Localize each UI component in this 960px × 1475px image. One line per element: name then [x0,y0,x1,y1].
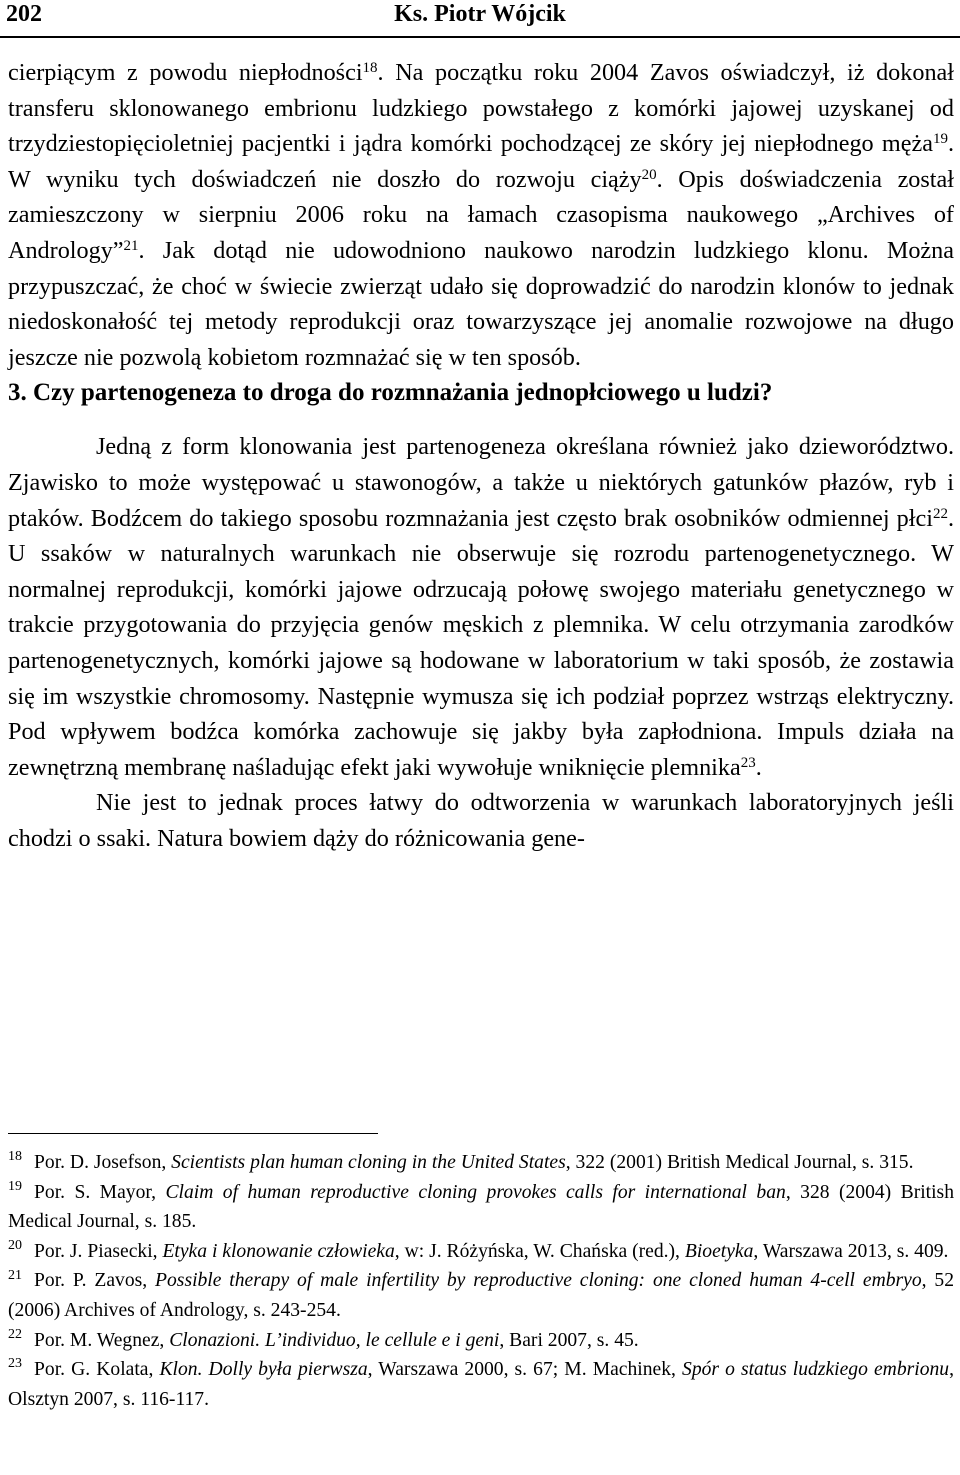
running-header [0,0,960,38]
footnote-22 [8,1326,954,1356]
section-heading: 3. Czy partenogeneza to droga do rozmnażania jednopłciowego u ludzi? [8,379,773,407]
footnote-title: Bioetyka [684,1240,754,1262]
page-number: 202 [6,1,42,27]
text-run: . U ssaków w naturalnych warunkach nie obserwuje się rozrodu partenogenetycznego. W normalnej reprodukcji, komórki jajowe odrzucają połowę swojego materiału genetycznego w trakcie przygotowania do przyjęcia genów męskich z plemnika. W celu otrzymania zarodków partenogenetycznych, komórki jajowe są hodowane w laboratorium w taki sposób, że zostawia się im wszystkie chromosomy. Następnie wymusza się ich podział poprzez wstrząs elektryczny. Pod wpływem bodźca komórka zachowuje się jakby była zapłodniona. Impuls działa na zewnętrzną membranę naśladując efekt jaki wywołuje wniknięcie plemnika [8,504,954,781]
text-run: . Opis doświadczenia został zamieszczony w sierpniu 2006 roku na łamach czasopisma naukowego „Archives of Andrology” [8,165,954,264]
footnote-ref-18: 18 [362,59,378,76]
footnote-text: Por. G. Kolata, [34,1359,160,1381]
footnote-number: 20 [8,1238,22,1254]
paragraph-3: Nie jest to jednak proces łatwy do odtworzenia w warunkach laboratoryjnych jeśli chodzi o ssaki. Natura bowiem dąży do różnicowania gene- [8,789,954,852]
running-head-author: Ks. Piotr Wójcik [394,1,566,27]
footnote-19 [8,1178,954,1237]
footnote-20 [8,1237,954,1267]
footnote-ref-20: 20 [641,166,657,183]
footnote-23 [8,1355,954,1414]
text-run: cierpiącym z powodu niepłodności [8,59,363,86]
footnote-text: , 322 (2001) British Medical Journal, s. 315. [565,1152,914,1173]
footnote-title: Scientists plan human cloning in the United States [171,1152,566,1173]
text-run: . W wyniku tych doświadczeń nie doszło do rozwoju ciąży [8,130,954,193]
footnote-18 [8,1148,954,1178]
footnote-separator [8,1133,378,1134]
footnote-ref-21: 21 [123,237,139,254]
footnotes [8,1148,954,1414]
footnote-ref-19: 19 [932,130,948,147]
footnote-text: Por. M. Wegnez, [34,1329,170,1351]
footnote-text: Por. J. Piasecki, [34,1240,163,1262]
footnote-text: , Warszawa 2013, s. 409. [753,1240,949,1262]
main-text [8,55,954,856]
footnote-text: , Bari 2007, s. 45. [499,1329,639,1351]
footnote-title: Spór o status ludzkiego embrionu [682,1359,950,1381]
footnote-text: Por. S. Mayor, [34,1181,166,1203]
footnote-text: Por. D. Josefson, [34,1152,172,1173]
footnote-number: 18 [8,1149,22,1165]
footnote-text: , 52 (2006) Archives of Andrology, s. 243-254. [8,1270,955,1321]
paragraph-2 [8,429,954,785]
footnote-text: , Warszawa 2000, s. 67; M. Machinek, [367,1359,683,1381]
footnote-title: Klon. Dolly była pierwsza [159,1359,368,1381]
footnote-text: , 328 (2004) British Medical Journal, s. 185. [8,1181,954,1233]
footnote-title: Possible therapy of male infertility by reproductive cloning: one cloned human 4-cell embryo [155,1270,922,1292]
footnote-text: , w: J. Różyńska, W. Chańska (red.), [394,1240,685,1262]
footnote-number: 22 [8,1326,22,1342]
footnote-number: 19 [8,1178,22,1194]
footnote-21 [8,1266,954,1325]
paragraph-1 [8,55,954,375]
footnote-number: 21 [8,1267,22,1283]
text-run: Jedną z form klonowania jest partenogeneza określana również jako dzieworództwo. Zjawisko to może występować u stawonogów, a także u niektórych gatunków płazów, ryb i ptaków. Bodźcem do takiego sposobu rozmnażania jest często brak osobników odmiennej płci [8,433,954,532]
footnote-ref-22: 22 [932,505,948,522]
footnote-title: Claim of human reproductive cloning provokes calls for international ban [165,1181,786,1203]
text-run: . [755,753,762,781]
footnote-number: 23 [8,1356,22,1372]
text-run: . Jak dotąd nie udowodniono naukowo narodzin ludzkiego klonu. Można przypuszczać, że choć w świecie zwierząt udało się doprowadzić do narodzin klonów to jednak niedoskonałość tej metody reprodukcji oraz towarzyszące jej anomalie rozwojowe na długo jeszcze nie pozwolą kobietom rozmnażać się w ten sposób. [8,236,954,371]
footnote-text: , Olsztyn 2007, s. 116-117. [8,1359,954,1410]
footnote-title: Clonazioni. L’individuo, le cellule e i geni [169,1329,500,1351]
footnote-ref-23: 23 [740,754,756,771]
text-run: . Na początku roku 2004 Zavos oświadczył, iż dokonał transferu sklonowanego embrionu ludzkiego powstałego z komórki jajowej uzyskanej od trzydziestopięcioletniej pacjentki i jądra komórki pochodzącej ze skóry jej niepłodnego męża [8,59,955,158]
footnote-text: Por. P. Zavos, [34,1270,156,1292]
footnote-title: Etyka i klonowanie człowieka [162,1240,395,1262]
